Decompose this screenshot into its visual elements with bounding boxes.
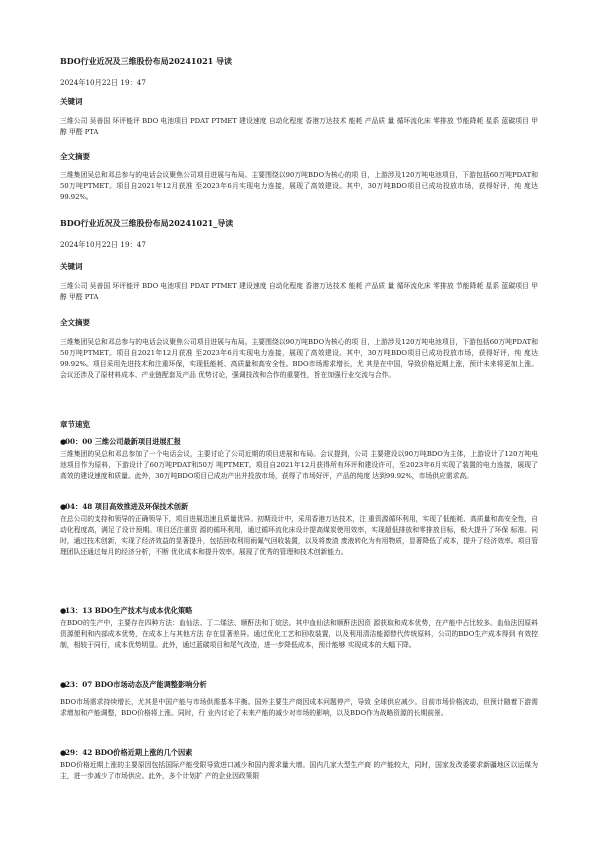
chapter-heading: ●04：48 项目高效推进及环保技术创新 — [60, 502, 189, 511]
doc-title-2: BDO行业近况及三维股份布局20241021_导读 — [60, 218, 234, 228]
summary-label: 全文摘要 — [60, 152, 90, 161]
keywords-text: 三维公司 吴善国 环评能评 BDO 电池项目 PDAT PTMET 建设速度 自动化程度 香港万达技术 能耗 产品质 量 循环流化床 零排放 节能降耗 星系 蓝碳项目 甲醇 甲醛 PTA — [60, 117, 538, 136]
chapter-body: BDO市场需求持续增长，尤其是中国产能与市场供需基本平衡。国外主要生产商因成本问题停产，导致 全球供应减少。目前市场价格波动，但预计随着下游需求增加和产能调整，BDO价格将上涨。同时，行 业内讨论了未来产能的减少对市场的影响，以及BDO作为战略资源的长期前景。 — [60, 698, 538, 717]
chapter-body: 三维集团的吴总和邓总参加了一个电话会议，主要讨论了公司近期的项目进展和布局。会议提到，公司 主要建设以90万吨BDO为主体，上游设计了120万吨电池项目作为原料，下游设计了60万吨PDAT和50万 吨PTMET。项目自2021年12月获得所有环评和建设许可，至2023年6月实现了装置的电力连接，展现了 高效的建设速度和质量。此外，30万吨BDO项目已成功产出并投放市场，获得了市场好评，产品的纯度 达到99.92%，市场供应需求高。 — [60, 450, 538, 480]
doc-date: 2024年10月22日 19：47 — [60, 78, 146, 87]
summary-label-2: 全文摘要 — [60, 318, 90, 327]
keywords-label: 关键词 — [60, 97, 83, 106]
summary-text: 三维集团吴总和邓总参与的电话会议聚焦公司项目进展与布局。主要围绕以90万吨BDO为核心的项 目，上游涉及120万吨电池项目，下游包括60万吨PDAT和50万吨PTMET。项目自2021年12月获准 至2023年6月实现电力连接，展现了高效建设。其中，30万吨BDO项目已成功投放市场，获得好评，纯 度达99.92%。 — [60, 171, 538, 201]
doc-date-2: 2024年10月22日 19：47 — [60, 240, 146, 249]
summary-text-2: 三维集团吴总和邓总参与的电话会议聚焦公司项目进展与布局。主要围绕以90万吨BDO为核心的项 目，上游涉及120万吨电池项目，下游包括60万吨PDAT和50万吨PTMET。项目自2021年12月获准 至2023年6月实现电力连接，展现了高效建设。其中，30万吨BDO项目已成功投放市场，获得好评，纯 度达99.92%。项目采用先进技术和注重环保，实现低能耗、高质量和高安全性。BDO市场需求增长，尤 其是在中国，导致价格近期上涨，预计未来将更加上涨。会议还涉及了原材料成本、产业链配套及产品 优势讨论，强调技改和合作的重要性，旨在加强行业交流与合作。 — [60, 338, 538, 379]
chapter-heading: ●29：42 BDO价格近期上涨的几个因素 — [60, 748, 193, 757]
chapter-heading: ●00：00 三维公司最新项目进展汇报 — [60, 437, 181, 446]
keywords-label-2: 关键词 — [60, 262, 83, 271]
chapter-body: BDO价格近期上涨的主要原因包括国际产能受限导致进口减少和国内需求量大增。国内几家大型生产商 的产能较大，同时，国家发改委要求新疆地区以运煤为主，进一步减少了市场供应。此外，多个计划扩 产的企业因政策限 — [60, 761, 538, 780]
chapter-heading: ●23：07 BDO市场动态及产能调整影响分析 — [60, 680, 207, 689]
chapter-body: 在BDO的生产中，主要存在四种方法：血仙法、丁二烯法、顺酐法和丁烷法。其中血仙法和顺酐法因资 源获取和成本优势，在产能中占比较多。血仙法因原料资源便利和内部成本优势，在成本上与其他方法 存在显著差异。通过优化工艺和回收装置，以及利用清洁能源替代传统原料，公司的BDO生产成本得到 有效控制，相较于同行，成本优势明显。此外，通过蓝碳项目和尾气改造，进一步降低成本，预计能够 实现成本的大幅下降。 — [60, 619, 538, 649]
chapters-label: 章节速览 — [60, 420, 90, 429]
chapter-heading: ●13：13 BDO生产技术与成本优化策略 — [60, 606, 193, 615]
keywords-text-2: 三维公司 吴善国 环评能评 BDO 电池项目 PDAT PTMET 建设速度 自动化程度 香港万达技术 能耗 产品质 量 循环流化床 零排放 节能降耗 星系 蓝碳项目 甲醇 甲醛 PTA — [60, 282, 538, 301]
chapter-body: 在总公司的支持和领导的正确领导下，项目进展迅速且质量优异。初期设计中，采用香港万达技术，注 重资源循环利用，实现了低能耗、高质量和高安全性，自动化程度高，满足了设计预期。项目还注重资 源的循环利用，通过循环流化床设计提高煤炭使用效率，实现超低排放和零排放目标，极大提升了环保 标准。同时，通过技术创新，实现了经济效益的显著提升，包括回收利用雨氟气回收装置，以及将废渣 废液转化为有用物质，显著降低了成本，提升了经济效率。项目管理团队还通过每月的经济分析，不断 优化成本和提升效率，展现了优秀的管理和技术创新能力。 — [60, 515, 538, 556]
doc-title: BDO行业近况及三维股份布局20241021 导读 — [60, 56, 232, 66]
